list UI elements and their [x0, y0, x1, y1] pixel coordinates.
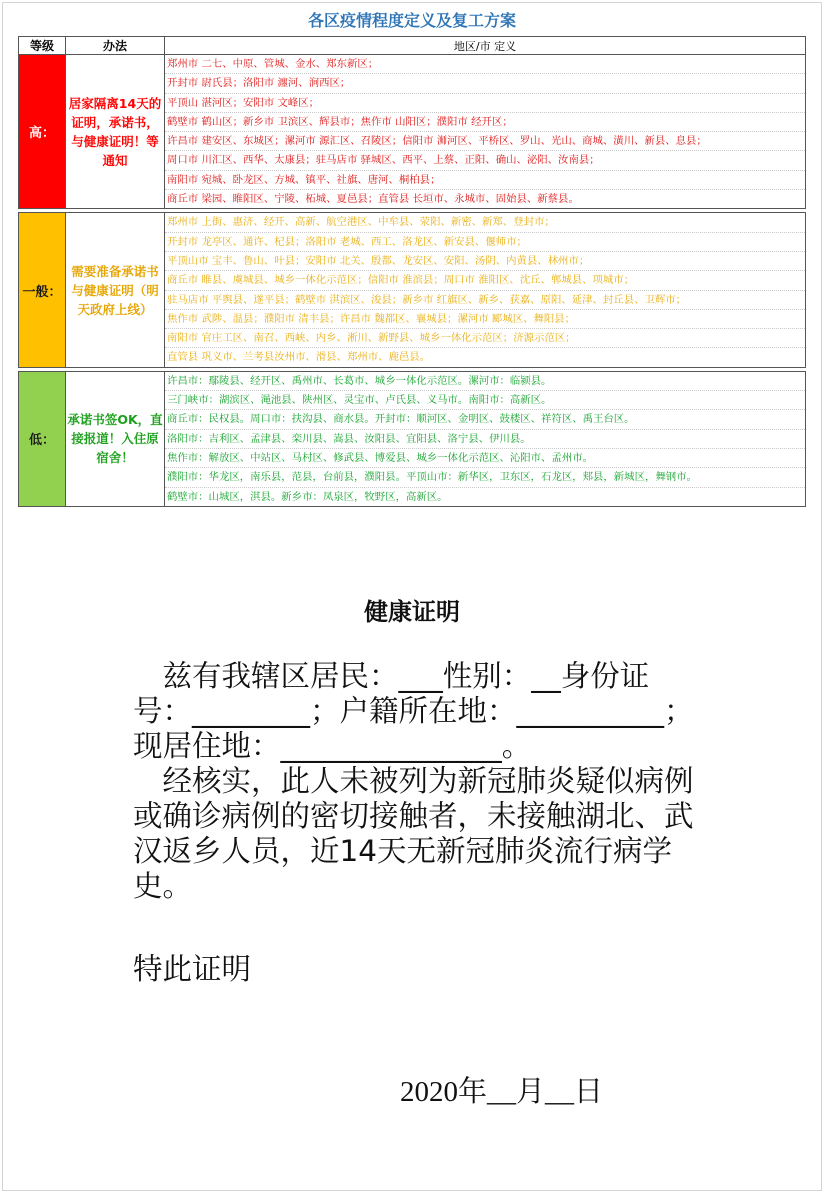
header-level: 等级 [19, 37, 66, 55]
region-line: 鹤壁市：山城区，淇县。新乡市：凤泉区，牧野区，高新区。 [167, 490, 448, 503]
region-line: 平顶山市 宝丰、鲁山、叶县；安阳市 北关、殷都、龙安区、安阳、汤阴、内黄县、林州市； [165, 252, 805, 271]
region-line: 平顶山 湛河区；安阳市 文峰区； [165, 94, 805, 113]
page-title: 各区疫情程度定义及复工方案 [307, 11, 516, 30]
regions-cell-high [165, 55, 806, 209]
region-line: 鹤壁市 鹤山区；新乡市 卫滨区、辉县市；焦作市 山阳区；濮阳市 经开区； [165, 113, 805, 132]
region-line: 濮阳市：华龙区，南乐县，范县，台前县，濮阳县。平顶山市：新华区，卫东区，石龙区，郏县，新城区，舞钢市。 [165, 468, 805, 487]
region-line: 商丘市 睢县、虞城县、城乡一体化示范区；信阳市 淮滨县；周口市 淮阳区、沈丘、郸城县、项城市； [165, 271, 805, 290]
level-cell-mid: 一般： [19, 213, 66, 367]
region-line: 焦作市：解放区、中站区、马村区、修武县、博爱县、城乡一体化示范区、沁阳市、孟州市。 [165, 449, 805, 468]
region-line: 直管县 巩义市、兰考县汝州市、滑县、郑州市、鹿邑县。 [167, 351, 431, 364]
certificate-date: 2020年__月__日 [400, 1076, 604, 1108]
plan-table [18, 36, 806, 507]
region-line: 开封市 尉氏县；洛阳市 瀍河、涧西区； [165, 74, 805, 93]
table-row-low [19, 371, 806, 506]
certificate-body [133, 659, 698, 904]
method-cell-high: 居家隔离14天的证明，承诺书，与健康证明！等通知 [66, 55, 165, 209]
region-line: 洛阳市：吉利区、孟津县、栾川县、嵩县、汝阳县、宜阳县、洛宁县、伊川县。 [165, 430, 805, 449]
table-header-row [19, 37, 806, 55]
region-line: 许昌市：鄢陵县、经开区、禹州市、长葛市、城乡一体化示范区。漯河市：临颍县。 [165, 372, 805, 391]
region-line: 三门峡市：湖滨区、渑池县、陕州区、灵宝市、卢氏县、义马市。南阳市：高新区。 [165, 391, 805, 410]
region-line: 郑州市 上街、惠济、经开、高新、航空港区、中牟县、荥阳、新密、新郑、登封市； [165, 213, 805, 232]
region-line: 许昌市 建安区、东城区；漯河市 源汇区、召陵区；信阳市 浉河区、平桥区、罗山、光山、商城、潢川、新县、息县； [165, 132, 805, 151]
method-cell-low: 承诺书签OK，直接报道！入住原宿舍！ [66, 371, 165, 506]
region-line: 南阳市 宛城、卧龙区、方城、镇平、社旗、唐河、桐柏县； [165, 171, 805, 190]
regions-cell-low [165, 371, 806, 506]
certificate-closing: 特此证明 [133, 952, 252, 986]
region-line: 开封市 龙亭区、通许、杞县；洛阳市 老城、西工、洛龙区、新安县、偃师市； [165, 233, 805, 252]
table-row-high [19, 55, 806, 209]
region-line: 焦作市 武陟、温县；濮阳市 清丰县；许昌市 魏都区、襄城县；漯河市 郾城区、舞阳县； [165, 310, 805, 329]
header-method: 办法 [66, 37, 165, 55]
region-line: 商丘市：民权县。周口市：扶沟县、商水县。开封市：顺河区、金明区、鼓楼区、祥符区、禹王台区。 [165, 410, 805, 429]
level-cell-high: 高： [19, 55, 66, 209]
table-row-mid [19, 213, 806, 367]
header-regions: 地区/市 定义 [165, 37, 806, 55]
region-line: 南阳市 官庄工区、南召、西峡、内乡、淅川、新野县、城乡一体化示范区；济源示范区； [165, 329, 805, 348]
region-line: 驻马店市 平舆县、遂平县；鹤壁市 淇滨区、浚县；新乡市 红旗区、新乡、获嘉、原阳、延津、封丘县、卫辉市； [165, 291, 805, 310]
level-cell-low: 低： [19, 371, 66, 506]
region-line: 郑州市 二七、中原、管城、金水、郑东新区； [165, 55, 805, 74]
regions-cell-mid [165, 213, 806, 367]
region-line: 商丘市 梁园、睢阳区、宁陵、柘城、夏邑县；直管县 长垣市、永城市、固始县、新蔡县。 [167, 193, 579, 206]
method-cell-mid: 需要准备承诺书与健康证明（明天政府上线） [66, 213, 165, 367]
certificate-paragraph-1: 兹有我辖区居民：___性别：__身份证号：________；户籍所在地：__________；现居住地：_______________。 [133, 659, 694, 763]
certificate-title: 健康证明 [364, 598, 460, 626]
certificate-paragraph-2: 经核实，此人未被列为新冠肺炎疑似病例或确诊病例的密切接触者，未接触湖北、武汉返乡人员，近14天无新冠肺炎流行病学史。 [133, 764, 694, 903]
region-line: 周口市 川汇区、西华、太康县；驻马店市 驿城区、西平、上蔡、正阳、确山、泌阳、汝南县； [165, 151, 805, 170]
